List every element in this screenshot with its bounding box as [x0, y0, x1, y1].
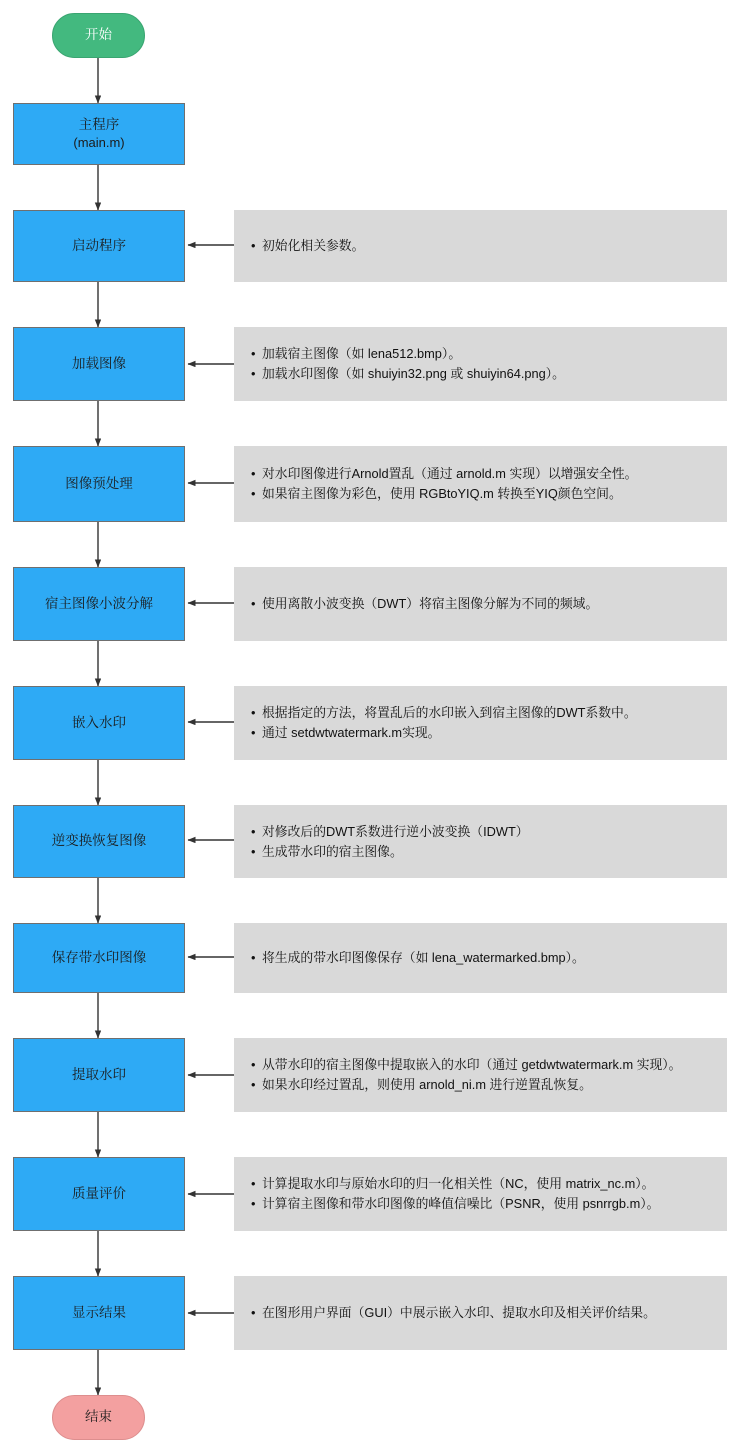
bullet-icon: • — [251, 466, 256, 482]
note-line: • 计算提取水印与原始水印的归一化相关性（NC，使用 matrix_nc.m）。 — [251, 1174, 712, 1194]
bullet-icon: • — [251, 1305, 256, 1321]
bullet-icon: • — [251, 823, 256, 839]
node-end[interactable] — [52, 1395, 145, 1440]
bullet-icon: • — [251, 1057, 256, 1073]
node-boot-program[interactable] — [13, 210, 185, 282]
node-boot-program-label: 启动程序 — [72, 237, 126, 253]
note-dwt-decompose — [234, 567, 727, 641]
note-line: • 根据指定的方法，将置乱后的水印嵌入到宿主图像的DWT系数中。 — [251, 703, 712, 723]
node-main-program-label: 主程序 — [78, 117, 120, 133]
note-line: • 通过 setdwtwatermark.m实现。 — [251, 723, 712, 743]
node-main-program-sublabel: (main.m) — [73, 135, 125, 151]
note-line: • 将生成的带水印图像保存（如 lena_watermarked.bmp）。 — [251, 948, 712, 968]
bullet-icon: • — [251, 346, 256, 362]
node-end-label: 结束 — [85, 1409, 112, 1425]
note-line: • 在图形用户界面（GUI）中展示嵌入水印、提取水印及相关评价结果。 — [251, 1303, 712, 1323]
bullet-icon: • — [251, 725, 256, 740]
note-line: • 计算宿主图像和带水印图像的峰值信噪比（PSNR，使用 psnrrgb.m）。 — [251, 1194, 712, 1214]
note-line: • 使用离散小波变换（DWT）将宿主图像分解为不同的频域。 — [251, 594, 712, 614]
note-load-image — [234, 327, 727, 401]
bullet-icon: • — [251, 596, 256, 612]
note-line: • 从带水印的宿主图像中提取嵌入的水印（通过 getdwtwatermark.m 实现）。 — [251, 1055, 712, 1075]
node-main-program[interactable] — [13, 103, 185, 165]
note-line: • 初始化相关参数。 — [251, 236, 712, 256]
node-start[interactable] — [52, 13, 145, 58]
note-line: • 对修改后的DWT系数进行逆小波变换（IDWT） — [251, 822, 712, 842]
node-quality-evaluation-label: 质量评价 — [72, 1185, 126, 1201]
note-line: • 对水印图像进行Arnold置乱（通过 arnold.m 实现）以增强安全性。 — [251, 464, 712, 484]
note-line: • 加载宿主图像（如 lena512.bmp）。 — [251, 344, 712, 364]
node-quality-evaluation[interactable] — [13, 1157, 185, 1231]
node-save-image-label: 保存带水印图像 — [51, 949, 147, 965]
node-load-image-label: 加载图像 — [72, 355, 126, 371]
node-extract-watermark[interactable] — [13, 1038, 185, 1112]
note-line: • 如果宿主图像为彩色，使用 RGBtoYIQ.m 转换至YIQ颜色空间。 — [251, 484, 712, 504]
node-preprocess-label: 图像预处理 — [65, 475, 133, 491]
note-quality-evaluation — [234, 1157, 727, 1231]
node-extract-watermark-label: 提取水印 — [72, 1066, 126, 1082]
node-dwt-decompose-label: 宿主图像小波分解 — [45, 595, 153, 611]
node-embed-watermark[interactable] — [13, 686, 185, 760]
node-start-label: 开始 — [85, 27, 112, 43]
bullet-icon: • — [251, 1077, 256, 1092]
note-boot-program — [234, 210, 727, 282]
note-save-image — [234, 923, 727, 993]
node-dwt-decompose[interactable] — [13, 567, 185, 641]
note-preprocess — [234, 446, 727, 522]
note-embed-watermark — [234, 686, 727, 760]
note-extract-watermark — [234, 1038, 727, 1112]
node-show-result[interactable] — [13, 1276, 185, 1350]
note-inverse-transform — [234, 805, 727, 878]
note-line: • 加载水印图像（如 shuiyin32.png 或 shuiyin64.png）。 — [251, 364, 712, 384]
bullet-icon: • — [251, 705, 256, 721]
bullet-icon: • — [251, 843, 256, 859]
node-embed-watermark-label: 嵌入水印 — [72, 714, 126, 730]
node-save-image[interactable] — [13, 923, 185, 993]
node-inverse-transform-label: 逆变换恢复图像 — [51, 833, 147, 849]
bullet-icon: • — [251, 1176, 256, 1192]
node-preprocess[interactable] — [13, 446, 185, 522]
node-show-result-label: 显示结果 — [72, 1304, 126, 1320]
note-show-result — [234, 1276, 727, 1350]
note-line: • 如果水印经过置乱，则使用 arnold_ni.m 进行逆置乱恢复。 — [251, 1075, 712, 1095]
bullet-icon: • — [251, 366, 256, 381]
node-inverse-transform[interactable] — [13, 805, 185, 878]
node-load-image[interactable] — [13, 327, 185, 401]
note-line: • 生成带水印的宿主图像。 — [251, 842, 712, 862]
bullet-icon: • — [251, 238, 256, 254]
bullet-icon: • — [251, 486, 256, 501]
bullet-icon: • — [251, 1196, 256, 1211]
bullet-icon: • — [251, 950, 256, 966]
